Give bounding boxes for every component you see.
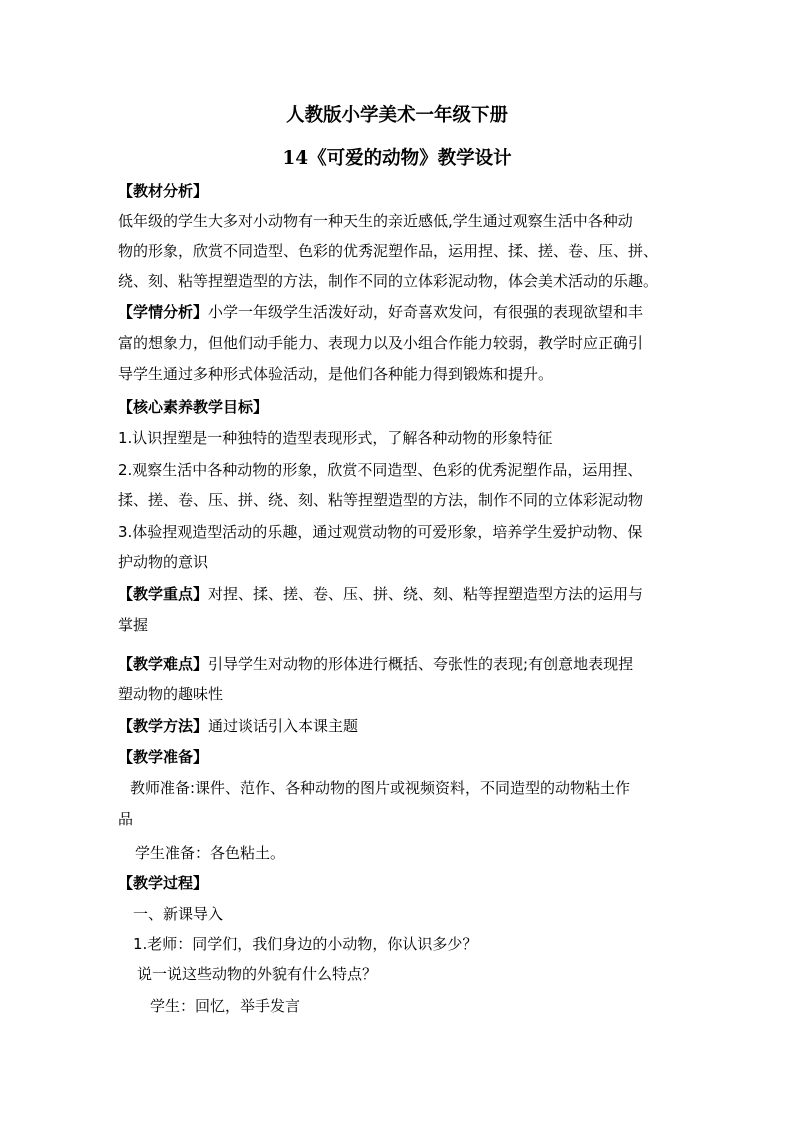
step-line: 一、新课导入 <box>133 905 224 923</box>
paragraph-line: 富的想象力，但他们动手能力、表现力以及小组合作能力较弱，教学时应正确引 <box>118 334 644 352</box>
paragraph-line: 教师准备:课件、范作、各种动物的图片或视频资料，不同造型的动物粘土作 <box>130 779 631 797</box>
paragraph-text: 引导学生对动物的形体进行概括、夸张性的表现;有创意地表现捏 <box>208 655 634 673</box>
section-heading-xueqing: 【学情分析】 <box>118 303 209 321</box>
paragraph-line: 掌握 <box>118 616 149 634</box>
paragraph-line: 低年级的学生大多对小动物有一种天生的亲近感低,学生通过观察生活中各种动 <box>118 212 633 230</box>
step-line: 说一说这些动物的外貌有什么特点？ <box>137 965 378 983</box>
section-heading-jiaocai: 【教材分析】 <box>118 182 209 200</box>
step-line: 1.老师：同学们，我们身边的小动物，你认识多少？ <box>133 935 478 953</box>
section-heading-zhongdian: 【教学重点】 <box>118 585 209 603</box>
objective-line: 揉、搓、卷、压、拼、绕、刻、粘等捏塑造型的方法，制作不同的立体彩泥动物 <box>118 491 644 509</box>
step-line: 学生：回忆，举手发言 <box>150 997 301 1015</box>
paragraph-nandian-first <box>118 653 718 675</box>
paragraph-line: 导学生通过多种形式体验活动，是他们各种能力得到锻炼和提升。 <box>118 365 554 383</box>
objective-line: 3.体验捏观造型活动的乐趣，通过观赏动物的可爱形象，培养学生爱护动物、保 <box>118 523 643 541</box>
paragraph-xueqing-first <box>118 301 718 323</box>
paragraph-line: 绕、刻、粘等捏塑造型的方法，制作不同的立体彩泥动物，体会美术活动的乐趣。 <box>118 272 659 290</box>
section-heading-nandian: 【教学难点】 <box>118 655 209 673</box>
paragraph-zhongdian-first <box>118 583 718 605</box>
paragraph-text: 对捏、揉、搓、卷、压、拼、绕、刻、粘等捏塑造型方法的运用与 <box>208 585 644 603</box>
section-heading-fangfa: 【教学方法】 <box>118 717 209 735</box>
section-heading-zhunbei: 【教学准备】 <box>118 748 209 766</box>
section-heading-hexin: 【核心素养教学目标】 <box>118 398 269 416</box>
objective-line: 2.观察生活中各种动物的形象，欣赏不同造型、色彩的优秀泥塑作品，运用捏、 <box>118 461 643 479</box>
doc-title-lesson: 14《可爱的动物》教学设计 <box>282 148 512 169</box>
objective-line: 1.认识捏塑是一种独特的造型表现形式，了解各种动物的形象特征 <box>118 429 553 447</box>
paragraph-line: 学生准备：各色粘土。 <box>135 844 286 862</box>
paragraph-line: 塑动物的趣味性 <box>118 685 224 703</box>
paragraph-fangfa <box>118 715 718 737</box>
section-heading-guocheng: 【教学过程】 <box>118 874 209 892</box>
doc-title-grade: 人教版小学美术一年级下册 <box>285 105 508 126</box>
paragraph-text: 通过谈话引入本课主题 <box>208 717 359 735</box>
paragraph-text: 小学一年级学生活泼好动，好奇喜欢发问，有很强的表现欲望和丰 <box>208 303 644 321</box>
paragraph-line: 物的形象，欣赏不同造型、色彩的优秀泥塑作品，运用捏、揉、搓、卷、压、拼、 <box>118 242 659 260</box>
objective-line: 护动物的意识 <box>118 553 209 571</box>
paragraph-line: 品 <box>118 810 134 828</box>
